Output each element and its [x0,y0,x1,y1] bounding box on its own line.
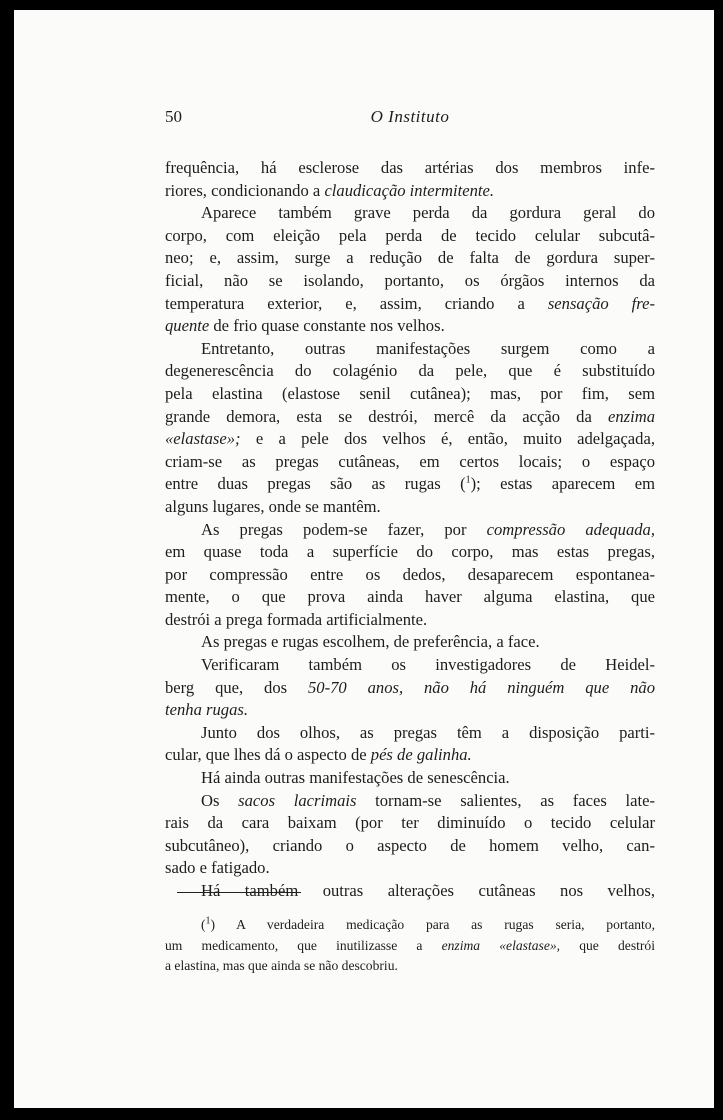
text-line [165,428,655,451]
italic-text: enzima «elastase», [441,937,561,953]
text-line: rais da cara baixam (por ter diminuído o tecido celular [165,813,655,833]
text-span: ( [201,917,206,932]
text-line: criam-se as pregas cutâneas, em certos locais; o espaço [165,451,655,471]
text-line: Verificaram também os investigadores de Heidel- [201,655,655,675]
text-line: em quase toda a superfície do corpo, mas estas pregas, [165,542,655,562]
italic-text: enzima [607,406,655,426]
text-line: Junto dos olhos, as pregas têm a disposição parti- [201,722,655,742]
text-line [165,406,655,429]
text-span: temperatura exterior, e, assim, criando a [165,293,548,313]
text-span: ); estas aparecem em [470,474,655,494]
running-header [165,107,655,137]
italic-text: quente [165,316,210,336]
text-line [165,790,655,813]
footnote-separator [177,892,301,893]
italic-text: claudicação intermitente. [324,180,495,200]
italic-text: sensação fre- [547,293,655,313]
italic-text: pés de galinha. [370,745,472,765]
text-line [165,519,655,542]
text-line: corpo, com eleição pela perda de tecido celular subcutâ- [165,225,655,245]
text-line [165,677,655,700]
text-span: berg que, dos [165,677,308,697]
text-line [165,473,655,496]
text-span: As pregas podem-se fazer, por [201,519,487,539]
running-title: O Instituto [370,107,450,126]
text-line: neo; e, assim, surge a redução de falta de gordura super- [165,248,655,268]
text-line: Aparece também grave perda da gordura geral do [201,203,655,223]
page-number: 50 [165,107,182,126]
footnote-marker: 1 [465,474,471,486]
italic-text: tenha rugas. [165,700,248,720]
italic-text: «elastase»; [165,429,241,449]
text-line: alguns lugares, onde se mantêm. [165,496,381,516]
text-line: mente, o que prova ainda haver alguma elastina, que [165,587,655,607]
footnote [165,915,655,977]
text-span: um medicamento, que inutilizasse a [165,937,442,953]
text-line: ficial, não se isolando, portanto, os órgãos internos da [165,270,655,290]
text-line [165,293,655,316]
italic-text: 50-70 anos, não há ninguém que não [308,677,655,697]
body-text [165,157,655,903]
footnote-line: a elastina, mas que ainda se não descobriu. [165,958,398,973]
text-line: pela elastina (elastose senil cutânea); mas, por fim, sem [165,383,655,403]
text-line: sado e fatigado. [165,858,270,878]
text-span: riores, condicionando a [165,180,325,200]
text-line: subcutâneo), criando o aspecto de homem velho, can- [165,835,655,855]
text-line [165,180,655,203]
italic-text: sacos lacrimais [238,790,357,810]
text-span: Os [201,790,239,810]
footnote-marker: 1 [205,915,211,927]
text-line: degenerescência do colagénio da pele, que é substituído [165,361,655,381]
text-span: e a pele dos velhos é, então, muito adelgaçada, [240,429,655,449]
text-span: grande demora, esta se destrói, mercê da acção da [165,406,608,426]
text-line: Há também outras alterações cutâneas nos velhos, [201,881,655,900]
text-line: frequência, há esclerose das artérias dos membros infe- [165,158,655,177]
italic-text: compressão adequada, [486,519,655,539]
text-span: ) A verdadeira medicação para as rugas seria, portanto, [210,917,655,932]
text-line: Entretanto, outras manifestações surgem como a [201,338,655,358]
text-line [165,315,655,338]
text-line: por compressão entre os dedos, desaparecem espontanea- [165,564,655,584]
text-span: de frio quase constante nos velhos. [209,316,445,336]
text-span: tornam-se salientes, as faces late- [356,790,655,810]
footnote-line [165,936,655,957]
text-span: cular, que lhes dá o aspecto de [165,745,371,765]
text-line: Há ainda outras manifestações de senescência. [201,768,510,788]
book-page [14,10,714,1108]
text-line: destrói a prega formada artificialmente. [165,609,428,629]
text-span: que destrói [560,937,655,953]
text-span: entre duas pregas são as rugas ( [165,474,466,494]
text-line [165,744,655,767]
text-line: As pregas e rugas escolhem, de preferência, a face. [201,632,540,652]
footnote-line [165,915,655,936]
text-line [165,699,655,722]
